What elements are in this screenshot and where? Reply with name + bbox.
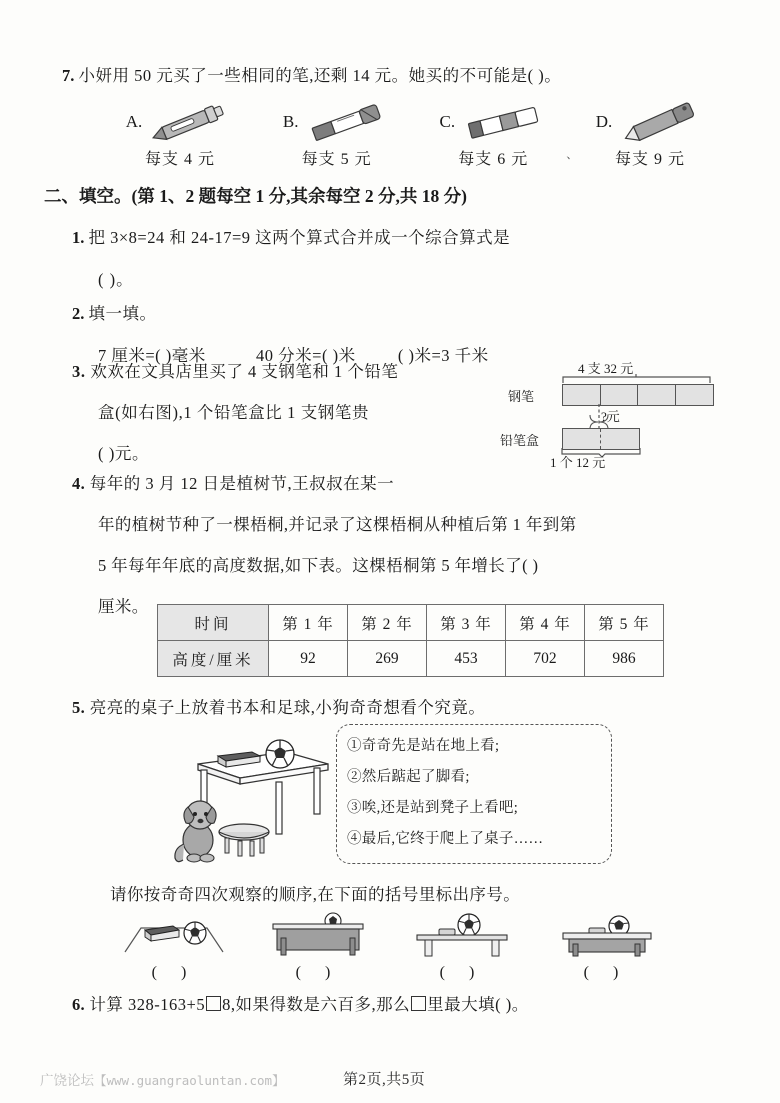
question-5-view-options bbox=[110, 908, 670, 982]
question-5-instruction: 请你按奇奇四次观察的顺序,在下面的括号里标出序号。 bbox=[110, 885, 521, 904]
view-eye-level-low-art bbox=[254, 908, 382, 960]
option-a-row bbox=[105, 100, 255, 144]
pen-bar-divider bbox=[600, 385, 601, 405]
option-c-row bbox=[418, 100, 568, 144]
table-cell-height-4: 702 bbox=[506, 641, 585, 677]
pencil-case-bar bbox=[562, 428, 640, 450]
question-7 bbox=[62, 62, 722, 86]
question-5 bbox=[72, 694, 485, 718]
option-b-row bbox=[262, 100, 412, 144]
view-answer-blank-3[interactable]: ( ) bbox=[439, 964, 485, 981]
question-3-answer-blank[interactable]: ( )元。 bbox=[98, 444, 150, 463]
option-d[interactable] bbox=[575, 100, 725, 169]
question-4-text-1: 每年的 3 月 12 日是植树节,王叔叔在某一 bbox=[89, 474, 395, 493]
view-above-table-icon bbox=[403, 912, 521, 960]
question-3 bbox=[72, 358, 472, 481]
question-4-text-3[interactable]: 5 年每年年底的高度数据,如下表。这棵梧桐第 5 年增长了( ) bbox=[98, 556, 539, 575]
bubble-item-1: ①奇奇先是站在地上看; bbox=[347, 738, 500, 754]
table-header-year-4: 第 4 年 bbox=[506, 605, 585, 641]
question-5-text: 亮亮的桌子上放着书本和足球,小狗奇奇想看个究竟。 bbox=[89, 698, 486, 717]
question-2-line-1 bbox=[72, 300, 489, 324]
table-header-time: 时间 bbox=[158, 605, 269, 641]
option-c-letter: C. bbox=[439, 112, 456, 131]
question-1-number: 1. bbox=[72, 228, 85, 247]
view-option-2[interactable] bbox=[254, 908, 382, 982]
question-2-number: 2. bbox=[72, 304, 85, 323]
pen-icon bbox=[461, 102, 547, 142]
square-blank-icon[interactable] bbox=[206, 996, 221, 1011]
view-slightly-above-art bbox=[542, 908, 670, 960]
pen-bar bbox=[562, 384, 714, 406]
page-number: 第2页,共5页 bbox=[343, 1072, 426, 1088]
option-d-price: 每支 9 元 bbox=[614, 151, 685, 168]
question-4-growth-table bbox=[157, 604, 664, 677]
pen-icon bbox=[304, 102, 390, 142]
view-answer-blank-2[interactable]: ( ) bbox=[295, 964, 341, 981]
table-cell-height-5: 986 bbox=[585, 641, 664, 677]
question-1-text: 把 3×8=24 和 24-17=9 这两个算式合并成一个综合算式是 bbox=[88, 228, 511, 247]
bar-top-label: 4 支 32 元 bbox=[578, 361, 634, 376]
question-1-answer-blank[interactable]: ( )。 bbox=[98, 270, 134, 289]
table-header-year-2: 第 2 年 bbox=[348, 605, 427, 641]
pen-bar-divider bbox=[637, 385, 638, 405]
question-2 bbox=[72, 300, 489, 366]
option-d-letter: D. bbox=[595, 112, 613, 131]
dog-icon bbox=[175, 801, 216, 862]
view-top-down-art bbox=[110, 908, 238, 960]
question-2-item-2[interactable]: 40 分米=( )米 bbox=[256, 346, 356, 365]
table-cell-height-2: 269 bbox=[348, 641, 427, 677]
table-header-height: 高度/厘米 bbox=[158, 641, 269, 677]
bubble-item-2: ②然后踮起了脚看; bbox=[347, 769, 470, 785]
watermark-url: 【www.guangraoluntan.com】 bbox=[94, 1073, 285, 1088]
question-3-bar-diagram bbox=[500, 358, 750, 470]
question-6-text-2: 8,如果得数是六百多,那么 bbox=[222, 995, 411, 1014]
bar-bottom-label: 1 个 12 元 bbox=[550, 455, 606, 470]
question-1-line-1 bbox=[72, 224, 510, 248]
bubble-item-3: ③唉,还是站到凳子上看吧; bbox=[347, 800, 519, 816]
pen-icon bbox=[148, 102, 234, 142]
top-brace-icon bbox=[562, 374, 712, 384]
question-6-text-1: 计算 328-163+5 bbox=[89, 995, 206, 1014]
bubble-item-4: ④最后,它终于爬上了桌子…… bbox=[347, 831, 544, 847]
pen-row-label: 钢笔 bbox=[508, 389, 535, 404]
option-d-row bbox=[575, 100, 725, 144]
section-2-heading: 二、填空。(第 1、2 题每空 1 分,其余每空 2 分,共 18 分) bbox=[44, 186, 467, 206]
table-header-year-3: 第 3 年 bbox=[427, 605, 506, 641]
view-answer-blank-4[interactable]: ( ) bbox=[583, 964, 629, 981]
table-cell-height-3: 453 bbox=[427, 641, 506, 677]
table-cell-height-1: 92 bbox=[269, 641, 348, 677]
pen-icon bbox=[618, 102, 704, 142]
question-1 bbox=[72, 224, 510, 290]
case-bar-dashed-divider bbox=[600, 429, 601, 449]
table-header-year-1: 第 1 年 bbox=[269, 605, 348, 641]
case-row-label: 铅笔盒 bbox=[500, 433, 540, 448]
question-3-number: 3. bbox=[72, 362, 86, 381]
question-2-item-3[interactable]: ( )米=3 千米 bbox=[397, 346, 489, 365]
question-7-number: 7. bbox=[62, 66, 75, 85]
stray-mark: 、 bbox=[566, 149, 578, 161]
option-b-letter: B. bbox=[282, 112, 299, 131]
watermark bbox=[40, 1069, 285, 1089]
question-3-line-1 bbox=[72, 358, 472, 382]
table-header-year-5: 第 5 年 bbox=[585, 605, 664, 641]
option-c[interactable] bbox=[418, 100, 578, 169]
option-a[interactable] bbox=[105, 100, 255, 169]
pen-bar-divider bbox=[675, 385, 676, 405]
watermark-site-name: 广饶论坛 bbox=[40, 1073, 94, 1088]
option-a-letter: A. bbox=[125, 112, 143, 131]
question-2-text: 填一填。 bbox=[88, 304, 157, 323]
question-4-number: 4. bbox=[72, 474, 86, 493]
view-top-down-icon bbox=[115, 912, 233, 960]
question-5-thought-bubble bbox=[336, 724, 612, 864]
view-slightly-above-icon bbox=[547, 912, 665, 960]
view-option-4[interactable] bbox=[542, 908, 670, 982]
option-b-price: 每支 5 元 bbox=[301, 151, 372, 168]
view-option-3[interactable] bbox=[398, 908, 526, 982]
question-3-text-1: 欢欢在文具店里买了 4 支钢笔和 1 个铅笔 bbox=[90, 362, 399, 381]
question-5-number: 5. bbox=[72, 698, 86, 717]
question-6-number: 6. bbox=[72, 995, 85, 1014]
view-option-1[interactable] bbox=[110, 908, 238, 982]
table-row bbox=[158, 641, 664, 677]
desk-with-book-ball-dog-stool-illustration bbox=[168, 722, 338, 867]
option-c-price: 每支 6 元 bbox=[458, 151, 529, 168]
option-b[interactable] bbox=[262, 100, 412, 169]
view-answer-blank-1[interactable]: ( ) bbox=[151, 964, 197, 981]
option-a-price: 每支 4 元 bbox=[144, 151, 215, 168]
question-4-line-1 bbox=[72, 470, 722, 494]
question-7-options bbox=[105, 100, 725, 169]
view-above-table-art bbox=[398, 908, 526, 960]
question-6-text-3[interactable]: 里最大填( )。 bbox=[427, 995, 529, 1014]
question-2-item-1[interactable]: 7 厘米=( )毫米 bbox=[98, 346, 206, 365]
difference-label: ?元 bbox=[601, 409, 620, 424]
view-eye-level-low-icon bbox=[259, 912, 377, 960]
question-6 bbox=[72, 991, 529, 1015]
question-3-text-2: 盒(如右图),1 个铅笔盒比 1 支钢笔贵 bbox=[98, 403, 370, 422]
square-blank-icon[interactable] bbox=[411, 996, 426, 1011]
question-4-text-4: 厘米。 bbox=[98, 597, 149, 616]
question-7-stem: 小妍用 50 元买了一些相同的笔,还剩 14 元。她买的不可能是( )。 bbox=[78, 66, 562, 85]
table-row bbox=[158, 605, 664, 641]
question-4-text-2: 年的植树节种了一棵梧桐,并记录了这棵梧桐从种植后第 1 年到第 bbox=[98, 515, 577, 534]
